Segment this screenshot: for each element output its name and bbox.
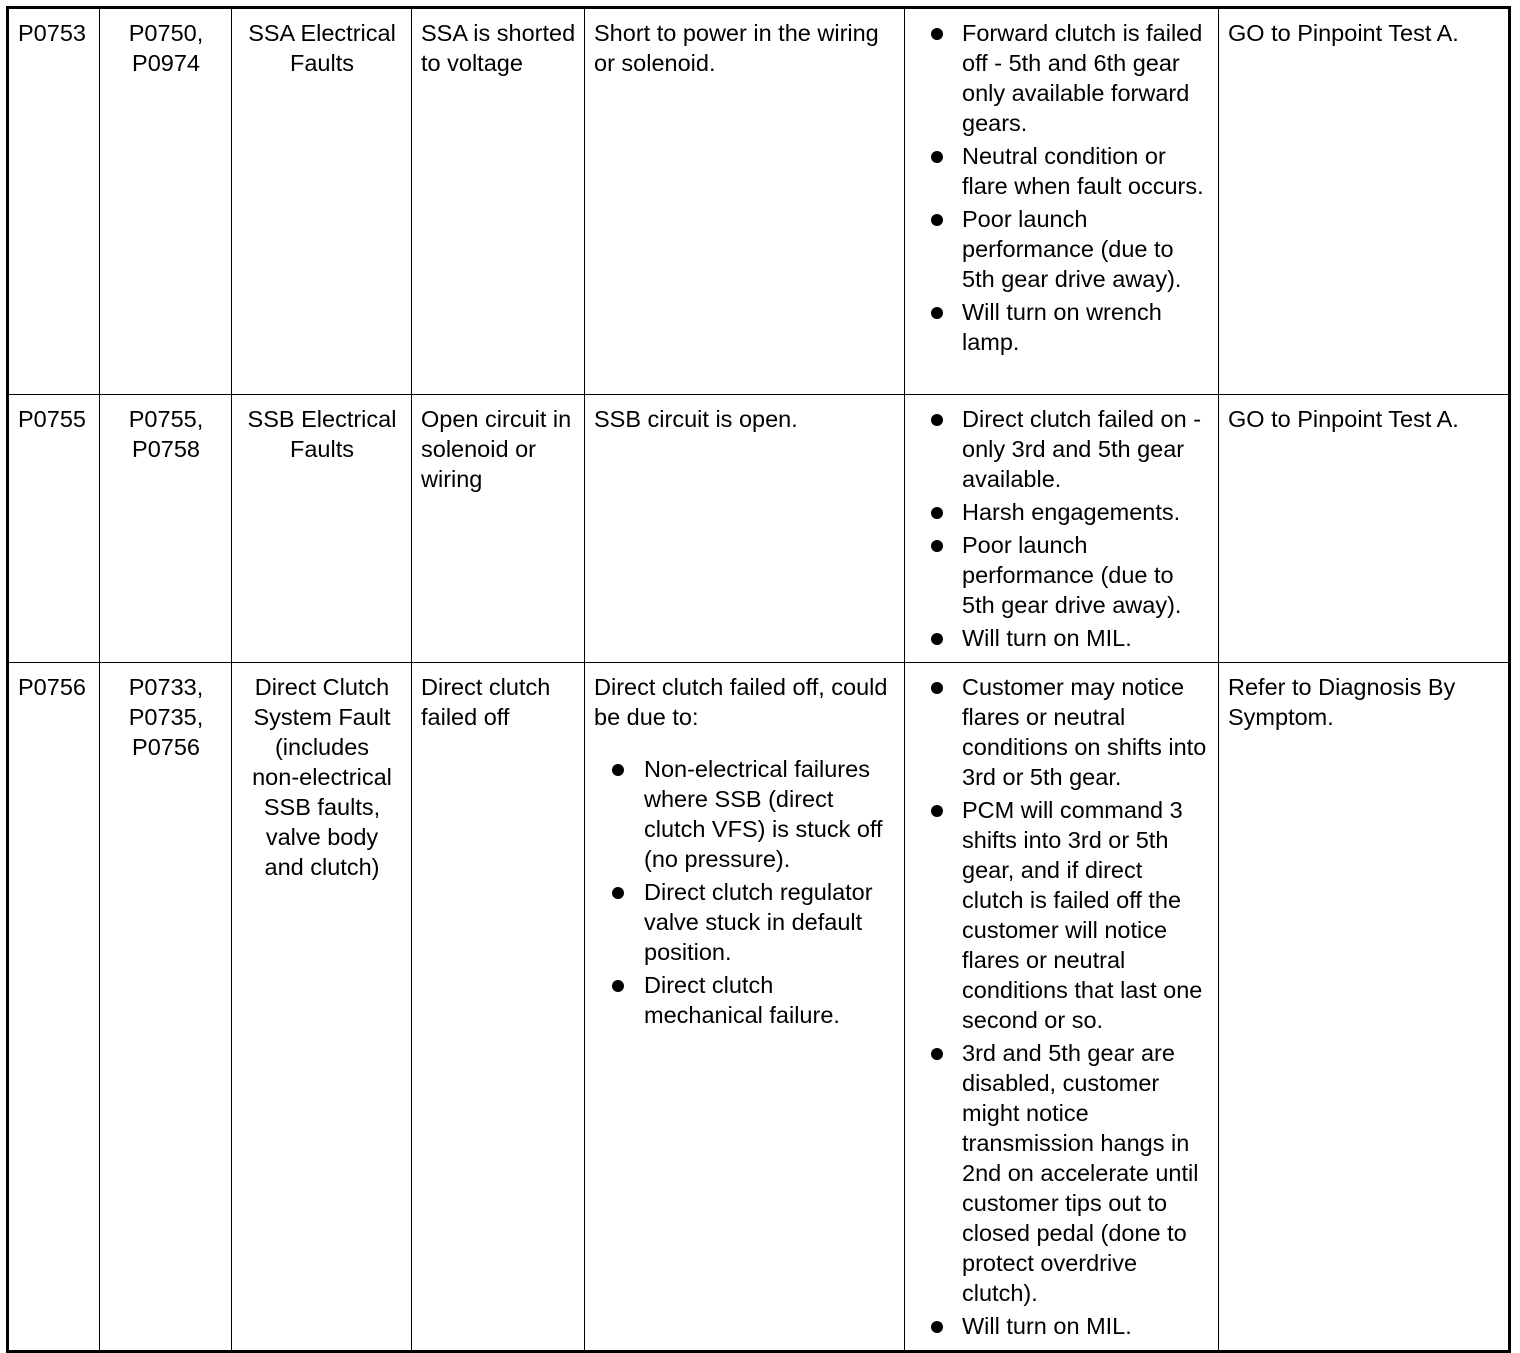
related-code: P0733, [128,674,204,700]
symptom-list [914,18,1210,357]
bullet-icon [931,805,943,817]
condition-cell: Direct clutch failed off [412,663,585,1352]
description-line: Faults [290,50,354,76]
description-line: Faults [290,436,354,462]
list-item: Will turn on MIL. [914,1311,1210,1341]
action-cell: GO to Pinpoint Test A. [1219,395,1510,663]
list-item: Will turn on MIL. [914,623,1210,653]
cause-intro: SSB circuit is open. [594,406,798,432]
description-line: and clutch) [264,854,380,880]
related-code: P0755, [128,406,204,432]
related-code: P0750, [128,20,204,46]
description-line: SSB Electrical [247,406,397,432]
description-cell [232,395,412,663]
bullet-icon [612,887,624,899]
cause-cell [585,663,905,1352]
related-code: P0758 [132,436,200,462]
action-cell: GO to Pinpoint Test A. [1219,8,1510,395]
list-item: Neutral condition or flare when fault occurs. [914,141,1210,201]
description-line: (includes [274,734,370,760]
description-line: SSA Electrical [248,20,396,46]
bullet-icon [931,1321,943,1333]
symptoms-cell [905,8,1219,395]
dtc-code-cell: P0756 [8,663,100,1352]
related-codes-cell [100,8,232,395]
list-item: 3rd and 5th gear are disabled, customer might notice transmission hangs in 2nd on accelerate until customer tips out to closed pedal (done to protect overdrive clutch). [914,1038,1210,1308]
description-line: non-electrical [252,764,392,790]
bullet-icon [612,764,624,776]
list-item: Forward clutch is failed off - 5th and 6th gear only available forward gears. [914,18,1210,138]
symptoms-cell [905,395,1219,663]
symptom-list [914,672,1210,1341]
cause-intro: Short to power in the wiring or solenoid. [594,20,879,76]
bullet-icon [931,151,943,163]
symptom-list [914,404,1210,653]
list-item: PCM will command 3 shifts into 3rd or 5th gear, and if direct clutch is failed off the customer will notice flares or neutral conditions that last one second or so. [914,795,1210,1035]
description-line: valve body [265,824,379,850]
list-item: Direct clutch mechanical failure. [594,970,896,1030]
condition-cell: SSA is shorted to voltage [412,8,585,395]
list-item: Will turn on wrench lamp. [914,297,1210,357]
table-row [8,395,1510,663]
list-item: Direct clutch regulator valve stuck in default position. [594,877,896,967]
bullet-icon [931,214,943,226]
list-item: Customer may notice flares or neutral conditions on shifts into 3rd or 5th gear. [914,672,1210,792]
cause-cell [585,395,905,663]
list-item: Non-electrical failures where SSB (direct clutch VFS) is stuck off (no pressure). [594,754,896,874]
cause-cell [585,8,905,395]
related-code: P0756 [132,734,200,760]
table-row [8,8,1510,395]
list-item: Direct clutch failed on - only 3rd and 5th gear available. [914,404,1210,494]
description-cell [232,663,412,1352]
list-item: Poor launch performance (due to 5th gear drive away). [914,204,1210,294]
action-cell: Refer to Diagnosis By Symptom. [1219,663,1510,1352]
symptoms-cell [905,663,1219,1352]
bullet-icon [931,507,943,519]
description-line: SSB faults, [263,794,381,820]
bullet-icon [931,28,943,40]
cause-intro: Direct clutch failed off, could be due to: [594,674,888,730]
related-codes-cell [100,663,232,1352]
description-line: System Fault [253,704,391,730]
bullet-icon [931,307,943,319]
dtc-code-cell: P0755 [8,395,100,663]
bullet-icon [931,1048,943,1060]
bullet-icon [612,980,624,992]
table-row [8,663,1510,1352]
related-code: P0735, [128,704,204,730]
related-code: P0974 [132,50,200,76]
bullet-icon [931,414,943,426]
list-item: Poor launch performance (due to 5th gear drive away). [914,530,1210,620]
cause-list [594,754,896,1030]
dtc-table [6,6,1511,1353]
bullet-icon [931,682,943,694]
bullet-icon [931,540,943,552]
bullet-icon [931,633,943,645]
dtc-code-cell: P0753 [8,8,100,395]
related-codes-cell [100,395,232,663]
description-line: Direct Clutch [254,674,390,700]
list-item: Harsh engagements. [914,497,1210,527]
condition-cell: Open circuit in solenoid or wiring [412,395,585,663]
description-cell [232,8,412,395]
